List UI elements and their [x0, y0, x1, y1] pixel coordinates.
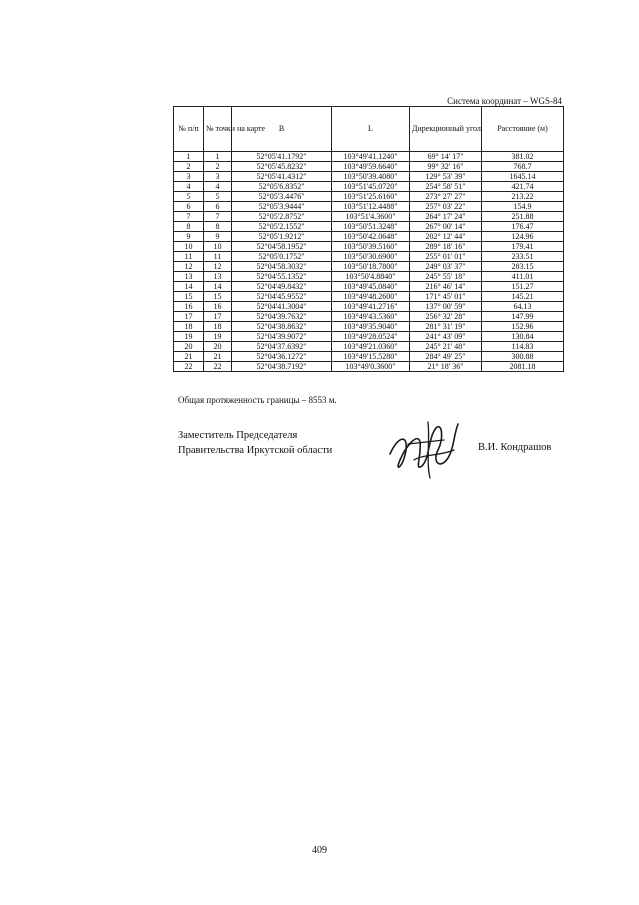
- table-row: [174, 362, 564, 372]
- cell-bearing: 249° 03' 37": [410, 262, 482, 272]
- cell-point-number: 4: [204, 182, 232, 192]
- cell-bearing: 137° 00' 59": [410, 302, 482, 312]
- cell-distance: 233.51: [482, 252, 564, 262]
- cell-latitude: 52°05'1.9212": [232, 232, 332, 242]
- cell-index: 19: [174, 332, 204, 342]
- cell-distance: 300.88: [482, 352, 564, 362]
- table-row: [174, 342, 564, 352]
- cell-longitude: 103°50'4.8840": [332, 272, 410, 282]
- cell-distance: 251.88: [482, 212, 564, 222]
- cell-index: 8: [174, 222, 204, 232]
- table-row: [174, 312, 564, 322]
- cell-distance: 151.27: [482, 282, 564, 292]
- cell-index: 17: [174, 312, 204, 322]
- cell-longitude: 103°50'42.0648": [332, 232, 410, 242]
- cell-latitude: 52°04'37.6392": [232, 342, 332, 352]
- cell-point-number: 13: [204, 272, 232, 282]
- cell-distance: 411.01: [482, 272, 564, 282]
- cell-longitude: 103°49'28.0524": [332, 332, 410, 342]
- cell-distance: 421.74: [482, 182, 564, 192]
- total-length-note: Общая протяженность границы – 8553 м.: [178, 395, 337, 405]
- cell-index: 12: [174, 262, 204, 272]
- cell-bearing: 202° 12' 44": [410, 232, 482, 242]
- cell-latitude: 52°05'41.1792": [232, 152, 332, 162]
- header-index: № п/п: [174, 107, 204, 152]
- cell-distance: 2081.18: [482, 362, 564, 372]
- cell-latitude: 52°05'2.8752": [232, 212, 332, 222]
- cell-index: 7: [174, 212, 204, 222]
- cell-longitude: 103°49'0.3600": [332, 362, 410, 372]
- cell-point-number: 16: [204, 302, 232, 312]
- table-row: [174, 292, 564, 302]
- cell-point-number: 5: [204, 192, 232, 202]
- cell-distance: 147.99: [482, 312, 564, 322]
- cell-index: 11: [174, 252, 204, 262]
- cell-bearing: 216° 46' 14": [410, 282, 482, 292]
- cell-latitude: 52°04'39.7632": [232, 312, 332, 322]
- cell-bearing: 284° 49' 25": [410, 352, 482, 362]
- table-row: [174, 322, 564, 332]
- cell-latitude: 52°04'49.8432": [232, 282, 332, 292]
- table-header-row: [174, 107, 564, 152]
- cell-point-number: 21: [204, 352, 232, 362]
- cell-index: 14: [174, 282, 204, 292]
- cell-distance: 768.7: [482, 162, 564, 172]
- cell-distance: 381.02: [482, 152, 564, 162]
- table-row: [174, 332, 564, 342]
- cell-index: 2: [174, 162, 204, 172]
- cell-bearing: 267° 00' 14": [410, 222, 482, 232]
- cell-longitude: 103°49'48.2600": [332, 292, 410, 302]
- table-row: [174, 242, 564, 252]
- table-row: [174, 192, 564, 202]
- cell-longitude: 103°49'59.6640": [332, 162, 410, 172]
- cell-latitude: 52°05'2.1552": [232, 222, 332, 232]
- cell-point-number: 22: [204, 362, 232, 372]
- cell-index: 9: [174, 232, 204, 242]
- cell-bearing: 273° 27' 27": [410, 192, 482, 202]
- cell-point-number: 15: [204, 292, 232, 302]
- table-row: [174, 182, 564, 192]
- cell-longitude: 103°49'21.0360": [332, 342, 410, 352]
- cell-latitude: 52°04'38.7192": [232, 362, 332, 372]
- table-row: [174, 232, 564, 242]
- cell-latitude: 52°04'38.8632": [232, 322, 332, 332]
- cell-longitude: 103°49'45.0840": [332, 282, 410, 292]
- coordinates-table: [173, 106, 564, 372]
- cell-distance: 176.47: [482, 222, 564, 232]
- signer-title-line-2: Правительства Иркутской области: [178, 445, 333, 456]
- cell-index: 3: [174, 172, 204, 182]
- cell-bearing: 264° 17' 24": [410, 212, 482, 222]
- cell-point-number: 9: [204, 232, 232, 242]
- cell-latitude: 52°04'36.1272": [232, 352, 332, 362]
- signer-title-line-1: Заместитель Председателя: [178, 430, 298, 441]
- cell-index: 18: [174, 322, 204, 332]
- cell-distance: 114.83: [482, 342, 564, 352]
- cell-distance: 130.84: [482, 332, 564, 342]
- cell-bearing: 245° 21' 48": [410, 342, 482, 352]
- cell-longitude: 103°50'30.6900": [332, 252, 410, 262]
- table-row: [174, 352, 564, 362]
- header-distance: Расстояние (м): [482, 107, 564, 152]
- cell-latitude: 52°04'41.3004": [232, 302, 332, 312]
- cell-point-number: 17: [204, 312, 232, 322]
- cell-bearing: 289° 18' 16": [410, 242, 482, 252]
- cell-longitude: 103°49'15.5280": [332, 352, 410, 362]
- cell-index: 5: [174, 192, 204, 202]
- cell-bearing: 21° 18' 36": [410, 362, 482, 372]
- cell-bearing: 69° 14' 17": [410, 152, 482, 162]
- cell-index: 21: [174, 352, 204, 362]
- coordinate-system-label: Система координат – WGS-84: [447, 96, 562, 106]
- cell-bearing: 281° 31' 19": [410, 322, 482, 332]
- cell-distance: 145.21: [482, 292, 564, 302]
- cell-latitude: 52°04'58.3032": [232, 262, 332, 272]
- cell-point-number: 10: [204, 242, 232, 252]
- cell-point-number: 7: [204, 212, 232, 222]
- cell-point-number: 1: [204, 152, 232, 162]
- table-row: [174, 172, 564, 182]
- cell-point-number: 20: [204, 342, 232, 352]
- cell-longitude: 103°50'39.5160": [332, 242, 410, 252]
- cell-latitude: 52°04'39.9072": [232, 332, 332, 342]
- table-row: [174, 152, 564, 162]
- cell-point-number: 12: [204, 262, 232, 272]
- cell-index: 22: [174, 362, 204, 372]
- cell-index: 1: [174, 152, 204, 162]
- cell-index: 15: [174, 292, 204, 302]
- cell-latitude: 52°05'3.9444": [232, 202, 332, 212]
- cell-longitude: 103°49'41.2716": [332, 302, 410, 312]
- signer-name: В.И. Кондрашов: [478, 442, 552, 453]
- cell-distance: 213.22: [482, 192, 564, 202]
- cell-longitude: 103°51'25.6160": [332, 192, 410, 202]
- cell-index: 10: [174, 242, 204, 252]
- header-bearing: Дирекционный угол: [410, 107, 482, 152]
- cell-bearing: 254° 58' 51": [410, 182, 482, 192]
- cell-latitude: 52°05'0.1752": [232, 252, 332, 262]
- cell-point-number: 8: [204, 222, 232, 232]
- handwritten-signature: [384, 414, 462, 484]
- cell-distance: 64.13: [482, 302, 564, 312]
- table-body: [174, 152, 564, 372]
- table-row: [174, 302, 564, 312]
- cell-index: 4: [174, 182, 204, 192]
- cell-point-number: 19: [204, 332, 232, 342]
- cell-latitude: 52°05'41.4312": [232, 172, 332, 182]
- cell-bearing: 257° 03' 22": [410, 202, 482, 212]
- table-row: [174, 162, 564, 172]
- cell-distance: 154.9: [482, 202, 564, 212]
- cell-point-number: 18: [204, 322, 232, 332]
- header-longitude: L: [332, 107, 410, 152]
- cell-longitude: 103°49'41.1240": [332, 152, 410, 162]
- table-row: [174, 222, 564, 232]
- header-latitude: B: [232, 107, 332, 152]
- cell-index: 13: [174, 272, 204, 282]
- cell-longitude: 103°50'51.3248": [332, 222, 410, 232]
- cell-bearing: 129° 53' 39": [410, 172, 482, 182]
- cell-longitude: 103°51'45.0720": [332, 182, 410, 192]
- cell-latitude: 52°05'3.4476": [232, 192, 332, 202]
- cell-longitude: 103°50'18.7800": [332, 262, 410, 272]
- cell-bearing: 241° 43' 09": [410, 332, 482, 342]
- cell-distance: 124.96: [482, 232, 564, 242]
- cell-point-number: 14: [204, 282, 232, 292]
- page-number: 409: [312, 845, 327, 856]
- cell-distance: 152.96: [482, 322, 564, 332]
- cell-distance: 283.15: [482, 262, 564, 272]
- cell-index: 6: [174, 202, 204, 212]
- cell-latitude: 52°05'6.8352": [232, 182, 332, 192]
- cell-point-number: 3: [204, 172, 232, 182]
- cell-bearing: 256° 32' 28": [410, 312, 482, 322]
- signer-title: [178, 428, 332, 458]
- cell-latitude: 52°04'45.9552": [232, 292, 332, 302]
- cell-longitude: 103°51'12.4488": [332, 202, 410, 212]
- cell-longitude: 103°50'39.4080": [332, 172, 410, 182]
- cell-longitude: 103°51'4.3600": [332, 212, 410, 222]
- cell-latitude: 52°04'55.1352": [232, 272, 332, 282]
- header-point-number: № точки на карте: [204, 107, 232, 152]
- cell-longitude: 103°49'43.5360": [332, 312, 410, 322]
- table-row: [174, 212, 564, 222]
- cell-latitude: 52°05'45.8232": [232, 162, 332, 172]
- cell-longitude: 103°49'35.9040": [332, 322, 410, 332]
- cell-bearing: 245° 55' 18": [410, 272, 482, 282]
- cell-bearing: 255° 01' 01": [410, 252, 482, 262]
- cell-latitude: 52°04'58.1952": [232, 242, 332, 252]
- cell-bearing: 171° 45' 01": [410, 292, 482, 302]
- cell-point-number: 2: [204, 162, 232, 172]
- cell-distance: 1645.14: [482, 172, 564, 182]
- cell-distance: 179.41: [482, 242, 564, 252]
- table-row: [174, 262, 564, 272]
- cell-point-number: 11: [204, 252, 232, 262]
- table-row: [174, 202, 564, 212]
- table-row: [174, 272, 564, 282]
- table-row: [174, 252, 564, 262]
- cell-index: 20: [174, 342, 204, 352]
- cell-index: 16: [174, 302, 204, 312]
- table-row: [174, 282, 564, 292]
- cell-point-number: 6: [204, 202, 232, 212]
- cell-bearing: 99° 32' 16": [410, 162, 482, 172]
